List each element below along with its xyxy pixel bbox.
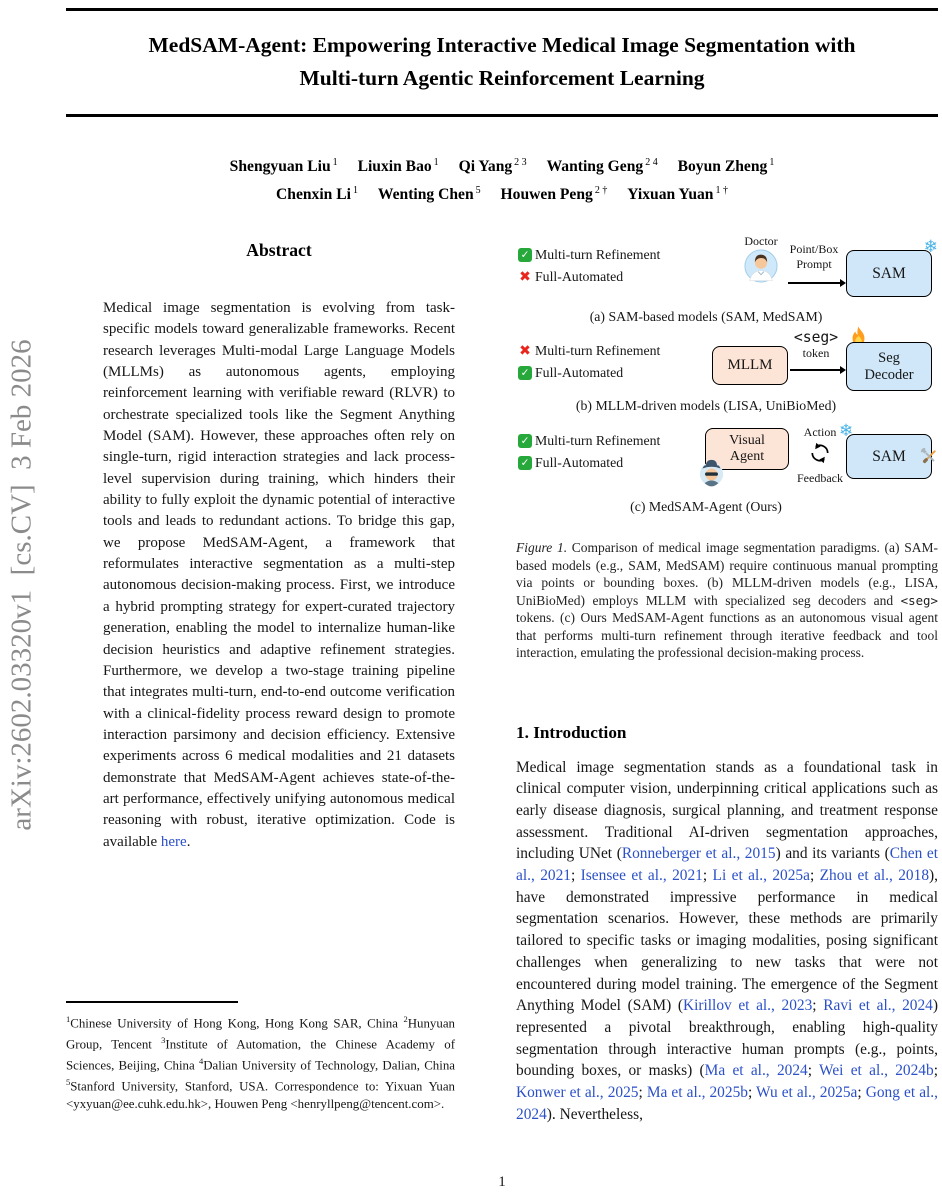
subfigure-a-caption: (a) SAM-based models (SAM, MedSAM) — [589, 309, 823, 324]
author — [459, 158, 527, 175]
left-column — [66, 240, 455, 853]
right-column — [516, 233, 938, 1125]
subfigure-c-caption: (c) MedSAM-Agent (Ours) — [630, 499, 782, 514]
agent-detective-icon — [696, 456, 727, 487]
author — [547, 158, 658, 175]
citation-link[interactable]: Li et al., 2025a — [712, 867, 810, 885]
flag-full-automated — [518, 267, 660, 287]
flag-multi-turn-refinement — [518, 245, 660, 265]
abstract-heading: Abstract — [246, 240, 312, 260]
flags-row-b — [518, 341, 660, 383]
seg-decoder-label: Seg — [878, 349, 900, 366]
figure-1 — [516, 233, 938, 525]
cross-icon: ✖ — [519, 269, 531, 285]
flag-multi-turn-refinement — [518, 341, 660, 361]
seg-decoder-box — [846, 342, 932, 391]
section-heading-introduction: 1. Introduction — [516, 722, 627, 742]
flags-row-a — [518, 245, 660, 287]
inline-code: <seg> — [900, 592, 938, 608]
citation-link[interactable]: Isensee et al., 2021 — [580, 867, 703, 885]
footnote-marker: 5 — [66, 1077, 71, 1088]
introduction-text: Medical image segmentation stands as a foundational task in clinical computer vision, underpinning critical applications such as early disease diagnosis, surgical planning, and treatment response assessment. Traditional AI-driven segmentation approaches, including UNet (Ronneberger et al., 2015) and its variants (Chen et al., 2021; Isensee et al., 2021; Li et al., 2025a; Zhou et al., 2018), have demonstrated impressive performance in medical segmentation scenarios. However, these methods are primarily tailored to specific tasks or imaging modalities, posing significant challenges when generalizing to new tasks that were not encountered during model training. The emergence of the Segment Anything Model (SAM) (Kirillov et al., 2023; Ravi et al., 2024) represented a pivotal breakthrough, enabling high-quality segmentation through interactive human prompts (e.g., points, bounding boxes, or masks) (Ma et al., 2024; Wei et al., 2024b; Konwer et al., 2025; Ma et al., 2025b; Wu et al., 2025a; Gong et al., 2024). Nevertheless, — [516, 758, 939, 1123]
seg-decoder-label: Decoder — [864, 366, 914, 383]
footnote-rule — [66, 1001, 238, 1003]
flag-label: Multi-turn Refinement — [535, 343, 661, 358]
arrow-doctor-to-sam — [788, 279, 846, 287]
author-name: Liuxin Bao — [357, 158, 432, 176]
citation-link[interactable]: Konwer et al., 2025 — [516, 1084, 639, 1102]
citation-link[interactable]: Wu et al., 2025a — [756, 1084, 858, 1102]
author-name: Yixuan Yuan — [627, 186, 714, 204]
check-icon: ✓ — [518, 366, 532, 380]
seg-token-line: token — [802, 345, 830, 360]
check-icon: ✓ — [518, 248, 532, 262]
footnote-marker: 3 — [161, 1034, 166, 1045]
flag-full-automated — [518, 363, 660, 383]
page-number: 1 — [498, 1174, 506, 1190]
visual-agent-label: Agent — [729, 449, 765, 464]
footnote-block — [66, 1001, 455, 1113]
author-affiliation-marker: 1 † — [715, 185, 728, 197]
prompt-line: Prompt — [796, 256, 832, 271]
flag-label: Multi-turn Refinement — [535, 247, 661, 262]
cycle-arrows-icon — [808, 440, 832, 466]
author-name: Wenting Chen — [377, 186, 474, 204]
title-rule-top — [66, 8, 938, 11]
author-affiliation-marker: 2 4 — [645, 157, 658, 168]
author-affiliation-marker: 2 † — [594, 185, 608, 197]
figure-label: Figure 1. — [516, 540, 568, 555]
author — [276, 186, 358, 203]
flag-label: Full-Automated — [535, 365, 624, 380]
author — [501, 186, 608, 203]
doctor-icon — [744, 249, 778, 283]
author-affiliation-marker: 1 — [433, 157, 439, 168]
arrow-mllm-to-decoder — [790, 366, 846, 374]
citation-link[interactable]: Ronneberger et al., 2015 — [621, 845, 776, 863]
cross-icon: ✖ — [519, 343, 531, 359]
mllm-box — [712, 346, 788, 385]
snowflake-icon: ❄ — [923, 237, 938, 257]
author-affiliation-marker: 2 3 — [514, 157, 527, 168]
sam-label: SAM — [872, 447, 906, 465]
flag-label: Multi-turn Refinement — [535, 433, 661, 448]
tools-icon — [919, 446, 940, 467]
author-name: Shengyuan Liu — [229, 158, 331, 176]
author — [678, 158, 775, 175]
author — [378, 186, 481, 203]
author-affiliation-marker: 1 — [352, 185, 358, 197]
figure-1-caption: Figure 1. Comparison of medical image segmentation paradigms. (a) SAM-based models (e.g., SAM, MedSAM) require continuous manual prompting via points or bounding boxes. (b) MLLM-driven models (e.g., LISA, UniBioMed) employs MLLM with specialized seg decoders and <seg> tokens. (c) Ours MedSAM-Agent functions as an autonomous visual agent that performs multi-turn refinement through iterative feedback and tool interaction, emulating the professional decision-making process. — [516, 540, 938, 660]
doctor-figure — [735, 234, 787, 288]
abstract-text: Medical image segmentation is evolving from task-specific models toward generalizable frameworks. Recent research leverages Multi-modal Large Language Models (MLLMs) as autonomous agents, employing reinforcement learning with verifiable reward (RLVR) to orchestrate specialized tools like the Segment Anything Model (SAM). However, these approaches often rely on single-turn, rigid interaction strategies and lack process-level supervision during training, which hinders their ability to fully exploit the dynamic potential of interactive tools and leads to redundant actions. To bridge this gap, we propose MedSAM-Agent, a framework that reformulates interactive segmentation as a multi-step autonomous decision-making process. First, we introduce a hybrid prompting strategy for expert-curated trajectory generation, enabling the model to internalize human-like decision heuristics and adaptive refinement strategies. Furthermore, we develop a two-stage training pipeline that integrates multi-turn, end-to-end outcome verification with a clinical-fidelity process reward design to promote interaction parsimony and decision efficiency. Extensive experiments across 6 medical modalities and 21 datasets demonstrate that MedSAM-Agent achieves state-of-the-art performance, effectively unifying autonomous medical reasoning with robust, iterative optimization. Code is available here. — [103, 300, 455, 850]
seg-token-line: <seg> — [793, 329, 839, 346]
subfigure-b-caption: (b) MLLM-driven models (LISA, UniBioMed) — [575, 398, 837, 413]
flag-label: Full-Automated — [535, 269, 624, 284]
citation-link[interactable]: Ma et al., 2024 — [704, 1062, 808, 1080]
author-name: Houwen Peng — [500, 186, 593, 204]
check-icon: ✓ — [518, 456, 532, 470]
sam-label: SAM — [872, 264, 906, 282]
citation-link[interactable]: Zhou et al., 2018 — [819, 867, 930, 885]
feedback-label: Feedback — [797, 470, 843, 485]
affiliations-footnote: $^1$Chinese University of Hong Kong, Hong Kong SAR, China $^2$Hunyuan Group, Tencent $^3$Institute of Automation, the Chinese Academy of Sciences, Beijing, China $^4$Dalian University of Technology, Dalian, China $^5$Stanford University, Stanford, USA. Correspondence to: Yixuan Yuan <yxyuan@ee.cuhk.edu.hk>, Houwen Peng <henryllpeng@tencent.com>. — [66, 1013, 456, 1111]
mllm-label: MLLM — [727, 357, 773, 373]
snowflake-icon: ❄ — [839, 421, 854, 441]
action-feedback-cycle — [797, 425, 843, 485]
author-name: Chenxin Li — [276, 186, 351, 204]
code-link[interactable]: here — [160, 833, 187, 850]
author-affiliation-marker: 1 — [332, 157, 338, 168]
citation-link[interactable]: Wei et al., 2024b — [819, 1062, 934, 1080]
paper-title-line1: MedSAM-Agent: Empowering Interactive Medical Image Segmentation with — [148, 33, 856, 57]
author-name: Qi Yang — [458, 158, 513, 176]
author-name: Wanting Geng — [546, 158, 644, 176]
author — [358, 158, 439, 175]
author — [230, 158, 338, 175]
citation-link[interactable]: Gong et al., 2024 — [516, 1084, 939, 1123]
author-row-1 — [66, 151, 938, 179]
citation-link[interactable]: Ravi et al., 2024 — [823, 997, 933, 1015]
point-box-prompt-label — [782, 242, 846, 271]
paper-title — [66, 29, 938, 94]
footnote-marker: 2 — [403, 1013, 408, 1024]
action-label: Action — [803, 425, 837, 439]
flag-multi-turn-refinement — [518, 431, 660, 451]
check-icon: ✓ — [518, 434, 532, 448]
author — [627, 186, 728, 203]
prompt-line: Point/Box — [789, 242, 839, 256]
footnote-marker: 4 — [198, 1056, 204, 1067]
citation-link[interactable]: Kirillov et al., 2023 — [682, 997, 813, 1015]
flag-label: Full-Automated — [535, 455, 624, 470]
author-row-2 — [66, 179, 938, 207]
doctor-label: Doctor — [744, 234, 778, 248]
sam-box-a — [846, 237, 938, 297]
flags-row-c — [518, 431, 660, 473]
visual-agent-label: Visual — [729, 433, 765, 448]
citation-link[interactable]: Chen et al., 2021 — [516, 845, 938, 885]
title-rule-bottom — [66, 114, 938, 117]
footnote-marker: 1 — [66, 1013, 71, 1024]
seg-token-label — [786, 331, 846, 360]
flag-full-automated — [518, 453, 660, 473]
sam-box-c — [839, 421, 932, 479]
author-affiliation-marker: 1 — [769, 157, 775, 168]
citation-link[interactable]: Ma et al., 2025b — [646, 1084, 748, 1102]
author-name: Boyun Zheng — [677, 158, 768, 176]
paper-title-line2: Multi-turn Agentic Reinforcement Learning — [299, 65, 705, 90]
author-affiliation-marker: 5 — [475, 185, 481, 197]
author-list — [66, 151, 938, 207]
arxiv-banner: arXiv:2602.03320v1 [cs.CV] 3 Feb 2026 — [5, 339, 38, 831]
